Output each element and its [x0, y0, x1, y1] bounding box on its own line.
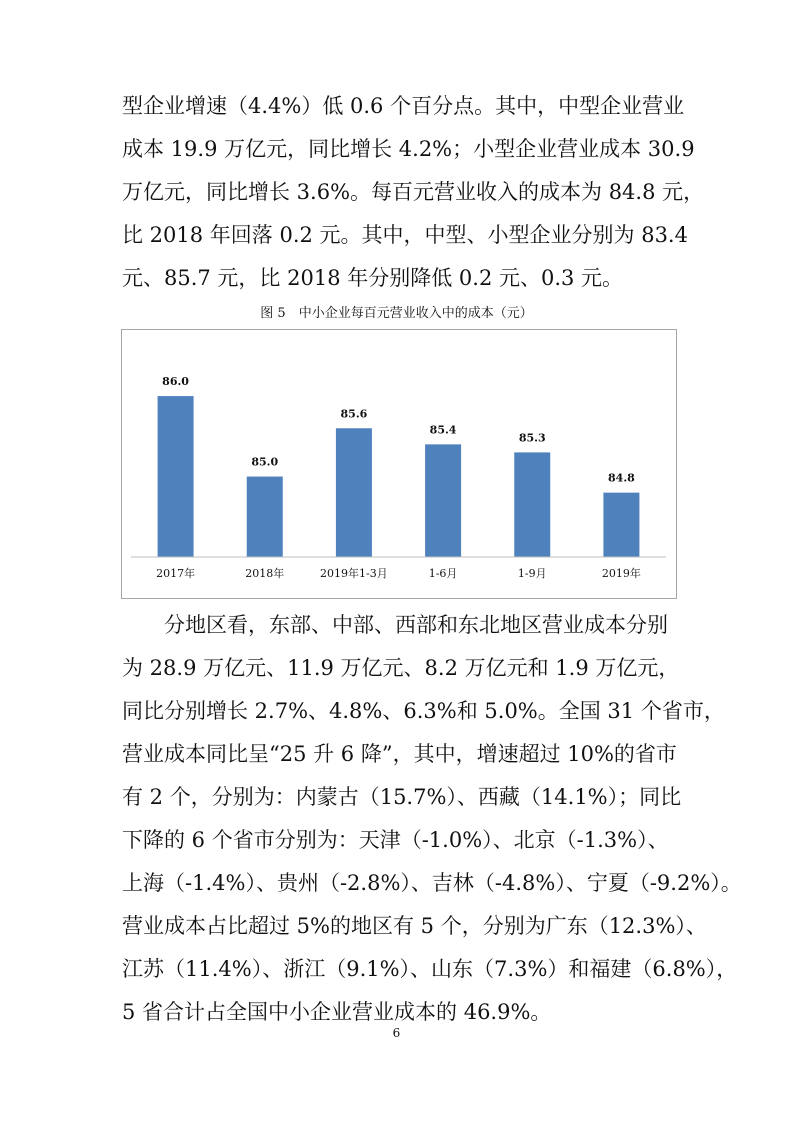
data-label-2: 85.6 — [340, 407, 368, 421]
text-line: 为 28.9 万亿元、11.9 万亿元、8.2 万亿元和 1.9 万亿元， — [122, 656, 680, 680]
tick-label-3: 1-6月 — [428, 567, 458, 580]
tick-label-1: 2018年 — [245, 567, 285, 580]
text-line: 型企业增速（4.4%）低 0.6 个百分点。其中，中型企业营业 — [122, 94, 685, 118]
chart-canvas — [122, 330, 676, 598]
figure-caption: 图 5 中小企业每百元营业收入中的成本（元） — [260, 306, 533, 321]
text-line: 分地区看，东部、中部、西部和东北地区营业成本分别 — [164, 613, 668, 637]
data-label-4: 85.3 — [518, 431, 546, 445]
tick-label-2: 2019年1-3月 — [320, 567, 388, 580]
text-line: 上海（-1.4%）、贵州（-2.8%）、吉林（-4.8%）、宁夏（-9.2%）。 — [122, 871, 742, 895]
tick-label-0: 2017年 — [156, 567, 196, 580]
text-line: 比 2018 年回落 0.2 元。其中，中型、小型企业分别为 83.4 — [122, 223, 688, 247]
text-line: 江苏（11.4%）、浙江（9.1%）、山东（7.3%）和福建（6.8%）， — [122, 957, 738, 981]
paragraph-2 — [122, 604, 742, 1034]
bar-0 — [158, 396, 194, 557]
bar-chart — [121, 329, 677, 599]
tick-label-4: 1-9月 — [517, 567, 547, 580]
tick-label-5: 2019年 — [601, 567, 641, 580]
text-line: 5 省合计占全国中小企业营业成本的 46.9%。 — [122, 1000, 552, 1024]
bar-3 — [425, 444, 461, 557]
data-label-1: 85.0 — [251, 455, 279, 469]
text-line: 同比分别增长 2.7%、4.8%、6.3%和 5.0%。全国 31 个省市， — [122, 699, 725, 723]
bar-2 — [336, 428, 372, 557]
bar-1 — [247, 477, 283, 557]
text-line: 下降的 6 个省市分别为：天津（-1.0%）、北京（-1.3%）、 — [122, 828, 669, 852]
data-label-5: 84.8 — [608, 471, 635, 485]
text-line: 万亿元，同比增长 3.6%。每百元营业收入的成本为 84.8 元， — [122, 180, 705, 204]
text-line: 有 2 个，分别为：内蒙古（15.7%）、西藏（14.1%）；同比 — [122, 785, 682, 809]
data-label-3: 85.4 — [429, 423, 457, 437]
page-number: 6 — [392, 1026, 401, 1040]
bar-5 — [603, 493, 639, 557]
text-line: 成本 19.9 万亿元，同比增长 4.2%；小型企业营业成本 30.9 — [122, 137, 695, 161]
data-label-0: 86.0 — [162, 375, 189, 389]
text-line: 营业成本占比超过 5%的地区有 5 个，分别为广东（12.3%）、 — [122, 914, 707, 938]
bar-4 — [514, 452, 550, 557]
paragraph-1 — [122, 85, 705, 300]
text-line: 营业成本同比呈“25 升 6 降”，其中，增速超过 10%的省市 — [122, 742, 677, 766]
text-line: 元、85.7 元，比 2018 年分别降低 0.2 元、0.3 元。 — [122, 266, 624, 290]
